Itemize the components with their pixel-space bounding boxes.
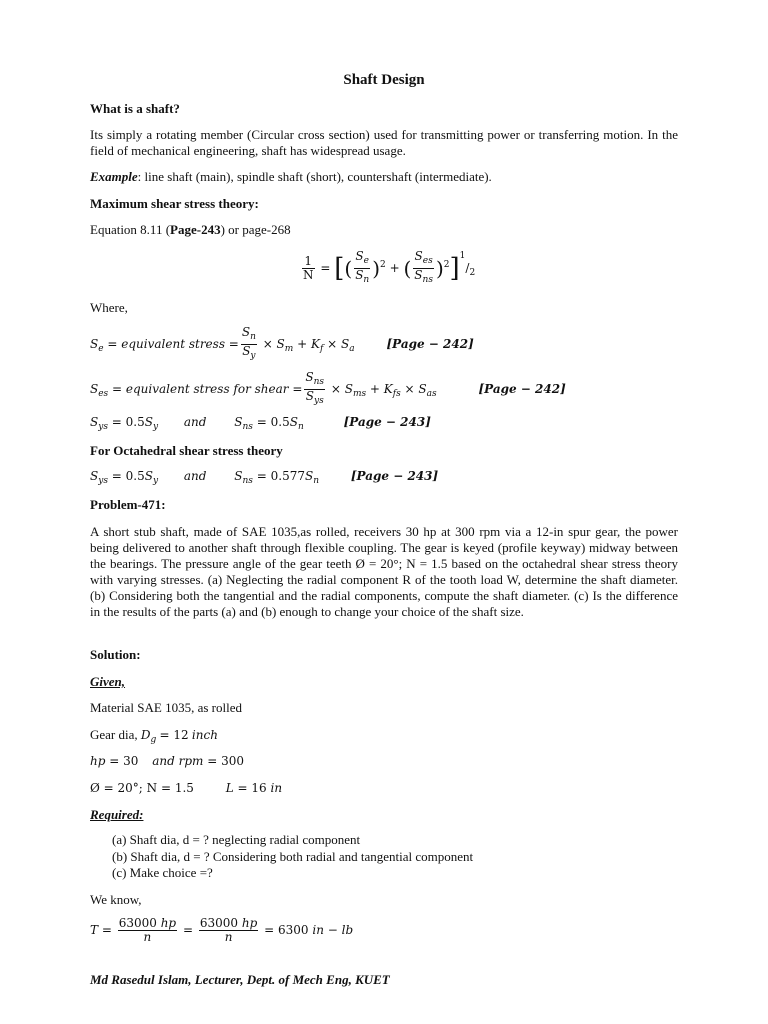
equation-ref-page: Page-243	[170, 222, 221, 237]
required-item-b: (b) Shaft dia, d = ? Considering both radial and tangential component	[112, 848, 474, 864]
gear-dia-unit: inch	[191, 728, 218, 742]
octahedral-heading: For Octahedral shear stress theory	[90, 443, 283, 458]
what-is-shaft-heading: What is a shaft?	[90, 101, 180, 116]
equation-reference	[90, 222, 291, 238]
author-footer: Md Rasedul Islam, Lecturer, Dept. of Mech Eng, KUET	[90, 972, 390, 987]
problem-statement: A short stub shaft, made of SAE 1035,as rolled, receivers 30 hp at 300 rpm via a 12-in spur gear, the power being delivered to another shaft through flexible coupling. The gear is keyed (profile keyway) midway between the bearings. The pressure angle of the gear teeth Ø = 20°; N = 1.5 based on the octahedral shear stress theory with varying stresses. (a) Neglecting the radial component R of the tooth load W, determine the shaft diameter. (b) Considering both the tangential and the radial components, compute the shaft diameter. (c) Is the difference in the results of the parts (a) and (b) enough to change your choice of the shaft size.	[90, 524, 678, 619]
problem-heading: Problem-471:	[90, 497, 166, 512]
hp-value: = 30	[109, 754, 139, 768]
ses-def-text: equivalent stress for shear =	[125, 382, 303, 396]
sys-mss-and: and	[183, 415, 207, 429]
hp-rpm-line	[90, 754, 244, 768]
solution-heading: Solution:	[90, 647, 141, 662]
gear-dia-value: = 12	[159, 728, 189, 742]
page-title: Shaft Design	[343, 72, 425, 88]
required-list	[112, 832, 473, 882]
torque-numerator-2: 63000	[199, 916, 239, 930]
sys-relation-octahedral: $S_{ys} = 0.5S_y$ and $S_{ns} = 0.577S_n$ [Page − 243]	[90, 469, 439, 486]
se-equivalent-stress-equation: $S_e$ = equivalent stress = $\frac{S_n}{S_y}$ × $S_m + K_f \times S_a$ [Page − 242]	[90, 325, 474, 361]
phi-n-values: Ø = 20°; N = 1.5	[90, 781, 194, 795]
and-rpm-text: and rpm	[152, 754, 204, 768]
l-symbol: L	[225, 781, 234, 795]
torque-numerator-1: 63000	[118, 916, 157, 930]
given-heading: Given,	[90, 674, 126, 689]
material-line: Material SAE 1035, as rolled	[90, 700, 242, 715]
torque-unit: in − lb	[312, 923, 354, 937]
sys-mss-factor: = 0.5	[111, 415, 145, 429]
se-page-ref: [Page − 242]	[386, 337, 474, 351]
rpm-value: = 300	[207, 754, 245, 768]
sns-mss-factor: = 0.5	[256, 415, 290, 429]
max-shear-equation: $\frac{1}{N}$ = [( $\frac{S_e}{S_n}$ )$^2$ + ( $\frac{S_{es}}{S_{ns}}$ )$^2]^1/_2$	[303, 249, 476, 285]
required-item-a: (a) Shaft dia, d = ? neglecting radial component	[112, 832, 361, 847]
torque-hp-2: hp	[241, 916, 258, 930]
torque-denominator-1: n	[143, 930, 152, 944]
sys-relation-mss: $S_{ys} = 0.5S_y$ and $S_{ns} = 0.5S_n$ [Page − 243]	[90, 415, 431, 432]
sys-oct-factor: = 0.5	[111, 469, 145, 483]
sys-oct-and: and	[183, 469, 207, 483]
l-value: = 16	[237, 781, 267, 795]
where-label: Where,	[90, 300, 128, 315]
ses-page-ref: [Page − 242]	[478, 382, 566, 396]
we-know-label: We know,	[90, 892, 142, 907]
se-def-text: equivalent stress =	[121, 337, 239, 351]
gear-dia-label: Gear dia,	[90, 727, 138, 742]
example-label: Example	[90, 169, 138, 184]
example-line	[90, 169, 492, 185]
sys-mss-page-ref: [Page − 243]	[343, 415, 431, 429]
gear-dia-line: Gear dia, $D_g = 12$ inch	[90, 727, 218, 745]
equation-ref-prefix: Equation 8.11 (	[90, 222, 171, 237]
required-item-c: (c) Make choice =?	[112, 865, 213, 880]
torque-equation: T = $\frac{63000 hp}{n}$ = $\frac{63000 hp}{n}$ = 6300 in − lb	[90, 916, 354, 944]
required-heading: Required:	[90, 807, 144, 822]
l-unit: in	[270, 781, 283, 795]
torque-denominator-2: n	[224, 930, 233, 944]
equation-ref-suffix: ) or page-268	[220, 222, 291, 237]
max-shear-heading: Maximum shear stress theory:	[90, 196, 259, 211]
ses-equivalent-shear-equation: $S_{es}$ = equivalent stress for shear = $\frac{S_{ns}}{S_{ys}}$ × $S_{ms} + K_{fs} \times S_{as}$ [Page − 242]	[90, 370, 566, 406]
example-text: : line shaft (main), spindle shaft (short), countershaft (intermediate).	[137, 169, 492, 184]
torque-hp-1: hp	[160, 916, 177, 930]
sns-oct-factor: = 0.577	[256, 469, 305, 483]
torque-result: = 6300	[264, 923, 309, 937]
shaft-definition-paragraph: Its simply a rotating member (Circular cross section) used for transmitting power or transferring motion. In the field of mechanical engineering, shaft has widespread usage.	[90, 127, 678, 158]
hp-symbol: hp	[90, 754, 106, 768]
sys-oct-page-ref: [Page − 243]	[350, 469, 439, 483]
phi-n-l-line	[90, 781, 282, 795]
